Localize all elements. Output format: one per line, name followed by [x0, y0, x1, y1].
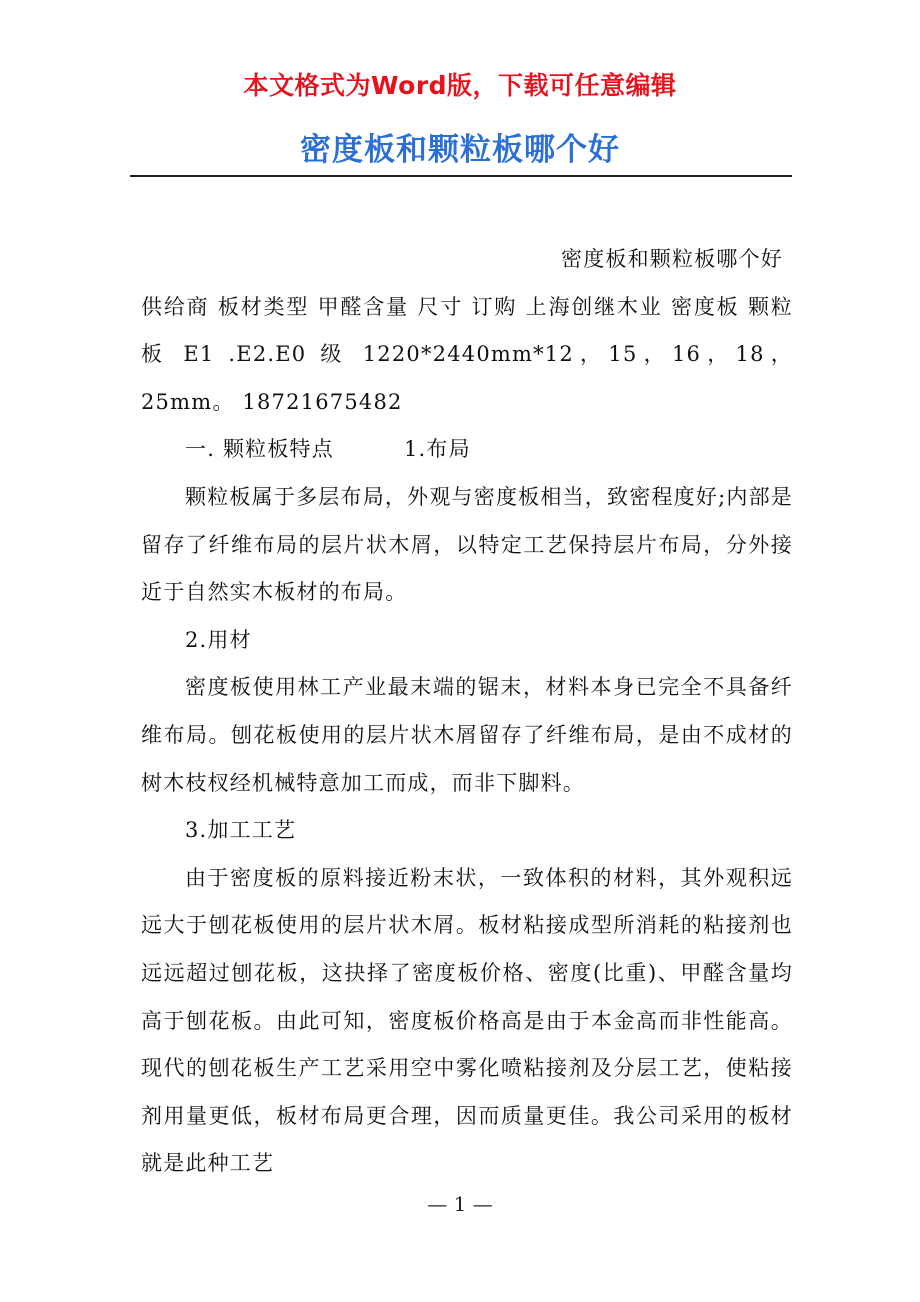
page-number: — 1 —: [427, 1192, 493, 1216]
structure-paragraph: 颗粒板属于多层布局，外观与密度板相当，致密程度好;内部是留存了纤维布局的层片状木屑，以特定工艺保持层片布局，分外接近于自然实木板材的布局。: [141, 484, 793, 605]
materials-paragraph: 密度板使用林工产业最末端的锯末，材料本身已完全不具备纤维布局。刨花板使用的层片状木屑留存了纤维布局，是由不成材的树木枝杈经机械特意加工而成，而非下脚料。: [141, 675, 793, 795]
document-body: [141, 236, 793, 1188]
materials-subheading: 2.用材: [185, 627, 252, 652]
title-divider: [130, 175, 792, 177]
section-1-subheading: 1.布局: [403, 437, 471, 462]
body-subtitle: 密度板和颗粒板哪个好: [561, 247, 783, 271]
process-paragraph: 由于密度板的原料接近粉末状，一致体积的材料，其外观积远远大于刨花板使用的层片状木屑。板材粘接成型所消耗的粘接剂也远远超过刨花板，这抉择了密度板价格、密度(比重)、甲醛含量均高于刨花板。由此可知，密度板价格高是由于本金高而非性能高。 现代的刨花板生产工艺采用空中雾化喷粘接剂及分层工艺，使粘接剂用量更低，板材布局更合理，因而质量更佳。我公司采用的板材就是此种工艺: [141, 865, 793, 1176]
section-1-heading: 一. 颗粒板特点: [185, 437, 334, 462]
supplier-info-paragraph: 供给商 板材类型 甲醛含量 尺寸 订购 上海创继木业 密度板 颗粒板 E1 .E2.E0 级 1220*2440mm*12，15，16，18，25mm。 18721675482: [141, 294, 793, 414]
document-title: 密度板和颗粒板哪个好: [300, 132, 620, 168]
process-subheading: 3.加工工艺: [185, 818, 297, 843]
format-banner: 本文格式为Word版，下载可任意编辑: [243, 71, 677, 100]
section-1-heading-line: [141, 426, 793, 474]
